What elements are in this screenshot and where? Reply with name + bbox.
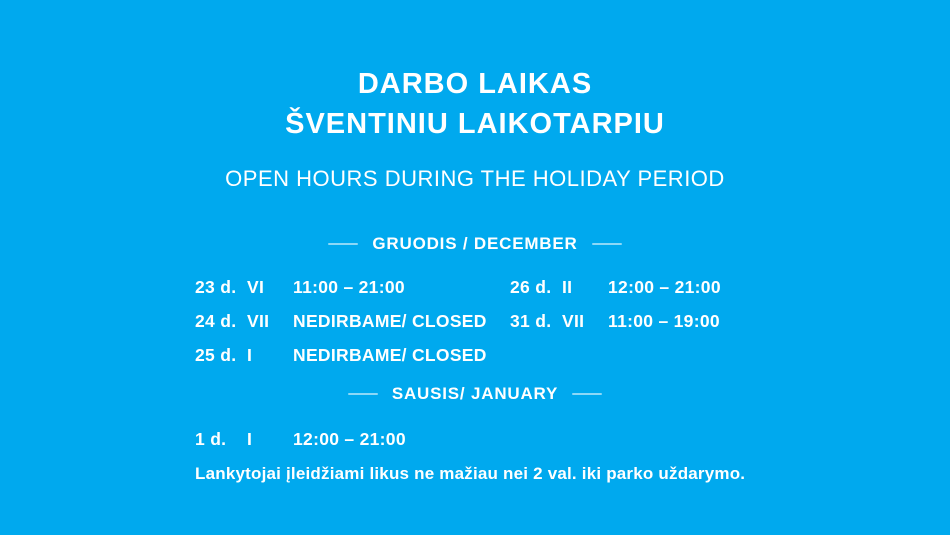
title-line-lithuanian-1: DARBO LAIKAS: [357, 68, 593, 100]
day-cell: 24 d.: [195, 311, 237, 331]
day-cell: 31 d.: [510, 311, 552, 331]
divider-dash-left: [348, 393, 378, 395]
weekday-cell: VII: [247, 311, 270, 331]
divider-dash-right: [592, 243, 622, 245]
december-left-column: [195, 270, 510, 372]
weekday-cell: II: [562, 277, 573, 297]
hours-cell: 11:00 – 19:00: [608, 311, 720, 331]
weekday-cell: VI: [247, 277, 265, 297]
day-cell: 26 d.: [510, 277, 552, 297]
hours-cell: 12:00 – 21:00: [293, 429, 406, 449]
poster-title: [0, 0, 950, 144]
section-heading-december-label: GRUODIS / DECEMBER: [372, 234, 578, 253]
schedule-row: [195, 422, 755, 456]
admission-note: Lankytojai įleidžiami likus ne mažiau nei 2 val. iki parko uždarymo.: [195, 464, 746, 483]
section-heading-january-label: SAUSIS/ JANUARY: [391, 384, 559, 403]
hours-cell: NEDIRBAME/ CLOSED: [293, 345, 487, 365]
divider-dash-right: [572, 393, 602, 395]
weekday-cell: I: [247, 345, 253, 365]
hours-cell: 12:00 – 21:00: [608, 277, 721, 297]
hours-cell: 11:00 – 21:00: [293, 277, 405, 297]
schedule-content: [195, 234, 755, 484]
day-cell: 25 d.: [195, 345, 237, 365]
section-heading-december: [195, 234, 755, 254]
section-heading-january: [195, 384, 755, 404]
january-schedule: [195, 422, 755, 456]
december-schedule-grid: [195, 270, 755, 372]
poster-subtitle-english: OPEN HOURS DURING THE HOLIDAY PERIOD: [225, 166, 725, 191]
schedule-row: [195, 270, 510, 304]
schedule-row: [195, 304, 510, 338]
divider-dash-left: [328, 243, 358, 245]
day-cell: 1 d.: [195, 429, 227, 449]
hours-cell: NEDIRBAME/ CLOSED: [293, 311, 487, 331]
weekday-cell: I: [247, 429, 253, 449]
day-cell: 23 d.: [195, 277, 237, 297]
title-line-lithuanian-2: ŠVENTINIU LAIKOTARPIU: [285, 108, 665, 140]
schedule-row: [510, 270, 755, 304]
schedule-row: [510, 304, 755, 338]
weekday-cell: VII: [562, 311, 585, 331]
december-right-column: [510, 270, 755, 372]
schedule-row: [195, 338, 510, 372]
